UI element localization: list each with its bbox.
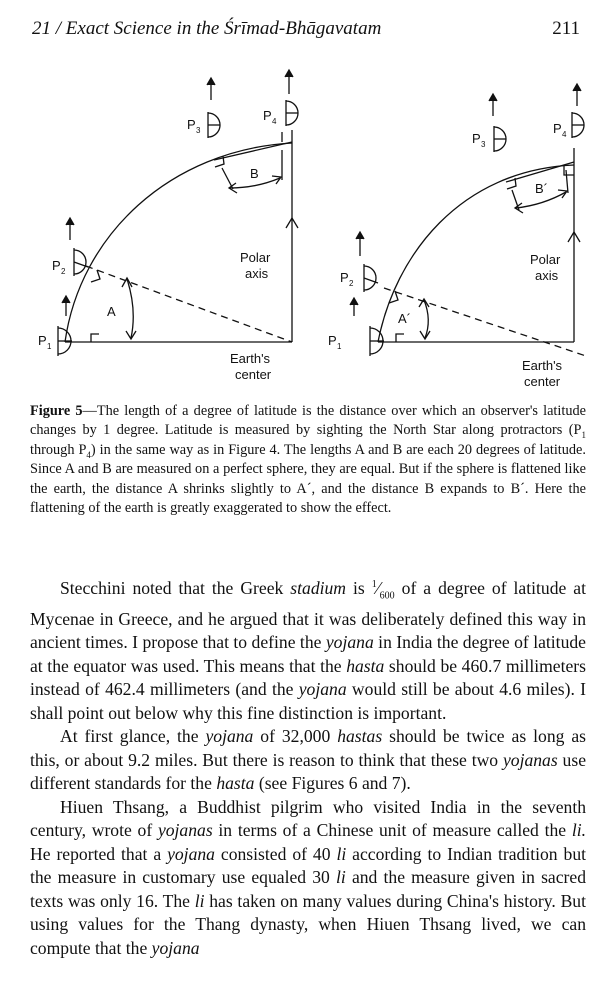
italic-term: li <box>336 867 346 888</box>
page-number: 211 <box>552 18 580 39</box>
fraction-numerator: 1 <box>371 579 377 590</box>
left-p4-label: P <box>263 108 272 123</box>
text-run: He reported that a <box>30 843 168 864</box>
italic-term: hasta <box>216 773 255 794</box>
figure-caption <box>30 402 586 518</box>
text-run: would still be about 4.6 miles). I shall point out below why this fine distinction is important. <box>30 679 587 723</box>
caption-subscript: 1 <box>581 430 586 441</box>
caption-text: ) in the same way as in Figure 4. The lengths A and B are each 20 degrees of latitude. Since A and B are measured on a perfect sphere, they are equal. But if the sphere is flattened like the earth, the distance A shrinks slightly to A´, and the distance B expands to B´. Here the flattening of the earth is greatly exaggerated to show the effect. <box>30 441 586 517</box>
italic-term: yojana <box>151 937 200 958</box>
text-run: use different standards for the <box>30 749 587 794</box>
text-run: Stecchini noted that the Greek <box>60 577 291 598</box>
right-p2-protractor <box>356 232 378 292</box>
right-angle-a-arrow-bottom <box>420 331 430 339</box>
text-run: should be 460.7 millimeters instead of 462.4 millimeters (and the <box>30 655 586 700</box>
left-p3-label: P <box>187 117 196 132</box>
right-right-angle-p3 <box>507 178 516 189</box>
left-right-angle-p1 <box>91 334 99 342</box>
italic-term: yojanas <box>157 820 213 841</box>
caption-dash: — <box>82 403 97 419</box>
right-p4-protractor <box>572 84 584 138</box>
fraction-denominator: 600 <box>379 590 395 602</box>
right-axis-label-line1: Polar <box>530 252 561 267</box>
text-run: of a degree of latitude at Mycenae in Greece, and he argued that it was deliberately defined this way in ancient times. I propose that to define the <box>30 577 586 653</box>
text-run: is <box>346 577 372 598</box>
right-p3-label: P <box>472 131 481 146</box>
text-run: has taken on many values during China's history. But using values for the Thang dynasty, when Hiuen Thsang lived, we can compute that the <box>30 890 586 958</box>
left-b-tick-1 <box>222 168 233 189</box>
left-radius-p3 <box>214 142 292 160</box>
text-run: according to Indian tradition but the measure in customary use equaled 30 <box>30 843 587 888</box>
italic-term: li <box>194 890 205 911</box>
figure-5 <box>0 55 600 400</box>
running-head: 21 / Exact Science in the Śrīmad-Bhāgavatam <box>32 18 382 39</box>
italic-term: hasta <box>346 655 385 676</box>
left-p4-subscript: 4 <box>272 117 277 126</box>
italic-term: stadium <box>290 577 347 598</box>
right-p3-subscript: 3 <box>481 140 486 149</box>
right-radius-p2 <box>384 288 586 356</box>
left-center-label-line1: Earth's <box>230 351 271 366</box>
italic-term: li <box>336 843 347 864</box>
text-run: consisted of 40 <box>214 843 337 864</box>
italic-term: li. <box>571 820 587 841</box>
left-p3-protractor <box>207 78 220 138</box>
italic-term: yojana <box>167 843 215 864</box>
caption-subscript: 4 <box>86 449 91 460</box>
left-axis-label-line1: Polar <box>240 250 271 265</box>
left-angle-a-arc <box>127 279 133 338</box>
paragraph-stadium <box>30 573 586 725</box>
right-p1-protractor <box>350 298 384 356</box>
right-right-angle-p1 <box>396 334 404 342</box>
caption-figure-label: Figure 5 <box>30 403 83 419</box>
left-diagram <box>58 70 298 356</box>
left-right-angle-p2 <box>91 270 100 282</box>
text-run: in India the degree of latitude at the equator was used. This means that the <box>30 632 586 676</box>
right-axis-label-line2: axis <box>535 268 559 283</box>
right-p2-subscript: 2 <box>349 279 354 288</box>
caption-text: The length of a degree of latitude is the distance over which an observer's latitude changes by 1 degree. Latitude is measured by sighting the North Star along protractors (P <box>30 403 586 439</box>
paragraph-hiuen-thsang <box>30 796 586 961</box>
fraction: $^1⁄_{600}$ <box>371 577 395 602</box>
text-run: should be twice as long as this, or about 9.2 miles. But there is reason to think that these two <box>30 726 586 770</box>
right-right-angle-p4 <box>564 165 574 175</box>
right-p3-protractor <box>489 94 506 152</box>
left-diagram-labels <box>38 108 277 382</box>
text-run: Hiuen Thsang, a Buddhist pilgrim who visited India in the seventh century, wrote of <box>30 796 586 841</box>
italic-term: hastas <box>337 726 383 747</box>
page-header <box>32 18 580 48</box>
right-p1-label: P <box>328 333 337 348</box>
paragraph-first-glance <box>30 725 586 796</box>
body-text <box>30 573 586 960</box>
right-b-tick-2 <box>566 170 568 193</box>
right-p4-subscript: 4 <box>562 130 567 139</box>
right-diagram <box>350 84 586 356</box>
text-run: in terms of a Chinese unit of measure called the <box>212 820 572 841</box>
right-diagram-labels <box>328 121 567 389</box>
left-p1-subscript: 1 <box>47 342 52 351</box>
right-center-label-line1: Earth's <box>522 358 563 373</box>
italic-term: yojana <box>325 632 374 653</box>
left-p2-protractor <box>66 218 88 276</box>
right-arc-b-label: B´ <box>535 181 548 196</box>
right-center-label-line2: center <box>524 374 561 389</box>
right-p2-label: P <box>340 270 349 285</box>
text-run: and the measure given in sacred texts was only 16. The <box>30 867 586 911</box>
left-angle-a-label: A <box>107 304 116 319</box>
left-arc-b-label: B <box>250 166 259 181</box>
left-p1-label: P <box>38 333 47 348</box>
left-p1-protractor <box>58 296 72 356</box>
left-p4-protractor <box>285 70 298 126</box>
left-center-label-line2: center <box>235 367 272 382</box>
right-p4-label: P <box>553 121 562 136</box>
left-p3-subscript: 3 <box>196 126 201 135</box>
italic-term: yojanas <box>502 749 558 770</box>
italic-term: yojana <box>298 679 347 700</box>
left-axis-label-line2: axis <box>245 266 269 281</box>
figure-5-diagram <box>0 55 600 400</box>
caption-text: through P <box>30 441 87 458</box>
italic-term: yojana <box>205 726 254 747</box>
text-run: (see Figures 6 and 7). <box>254 773 411 794</box>
left-p2-subscript: 2 <box>61 267 66 276</box>
text-run: At first glance, the <box>60 726 206 747</box>
right-p1-subscript: 1 <box>337 342 342 351</box>
left-p2-label: P <box>52 258 61 273</box>
text-run: of 32,000 <box>253 726 338 747</box>
right-angle-a-label: A´ <box>398 311 411 326</box>
